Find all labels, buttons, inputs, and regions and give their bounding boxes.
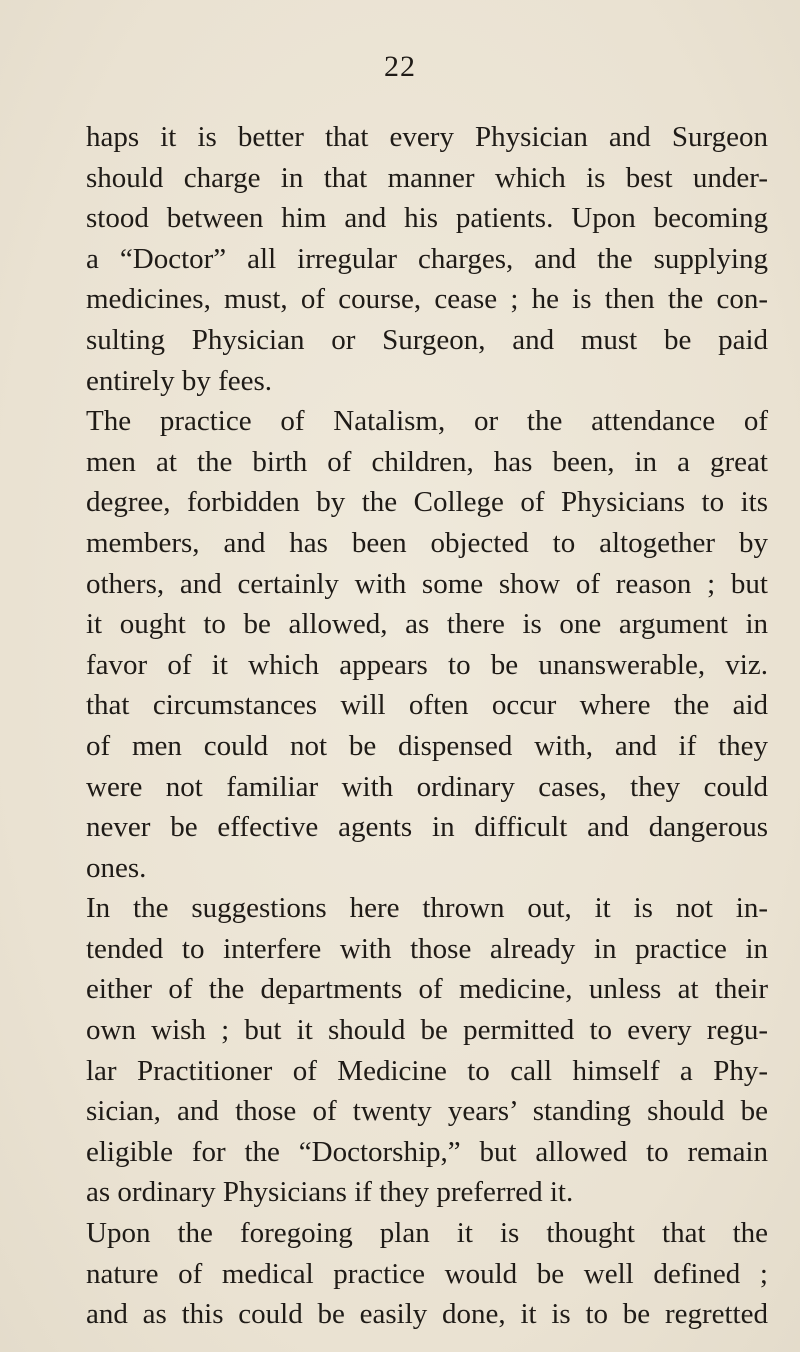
text-line: eligible for the “Doctorship,” but allowed to remain [86,1135,768,1168]
text-line: ones. [86,851,147,884]
text-line: members, and has been objected to altogether by [86,526,768,559]
text-line: lar Practitioner of Medicine to call himself a Phy- [86,1054,768,1087]
text-line: never be effective agents in difficult and dangerous [86,811,768,844]
text-line: of men could not be dispensed with, and if they [86,729,768,762]
text-line: entirely by fees. [86,364,273,397]
page-number: 22 [384,50,416,83]
text-line: men at the birth of children, has been, in a great [86,445,768,478]
text-line: stood between him and his patients. Upon becoming [86,202,768,235]
text-line: that circumstances will often occur where the aid [86,689,768,722]
text-line: nature of medical practice would be well defined ; [86,1257,768,1290]
text-line: medicines, must, of course, cease ; he is then the con- [86,283,768,316]
text-line: a “Doctor” all irregular charges, and the supplying [86,242,768,275]
text-line: Upon the foregoing plan it is thought that the [86,1217,768,1250]
text-line: others, and certainly with some show of reason ; but [86,567,768,600]
text-line: tended to interfere with those already in practice in [86,932,768,965]
text-line: The practice of Natalism, or the attendance of [86,405,768,438]
text-line: sician, and those of twenty years’ standing should be [86,1095,768,1128]
text-line: degree, forbidden by the College of Physicians to its [86,486,768,519]
text-line: sulting Physician or Surgeon, and must be paid [86,323,768,356]
text-line: haps it is better that every Physician and Surgeon [86,121,768,153]
text-line: and as this could be easily done, it is to be regretted [86,1298,768,1331]
text-line: either of the departments of medicine, unless at their [86,973,768,1006]
body-text [86,117,768,1335]
text-line: should charge in that manner which is best under- [86,161,768,194]
text-line: as ordinary Physicians if they preferred it. [86,1176,574,1209]
text-line: favor of it which appears to be unanswerable, viz. [86,648,768,681]
text-line: were not familiar with ordinary cases, they could [86,770,768,803]
text-line: it ought to be allowed, as there is one argument in [86,608,768,641]
text-line: In the suggestions here thrown out, it is not in- [86,892,768,925]
text-line: own wish ; but it should be permitted to every regu- [86,1014,768,1047]
